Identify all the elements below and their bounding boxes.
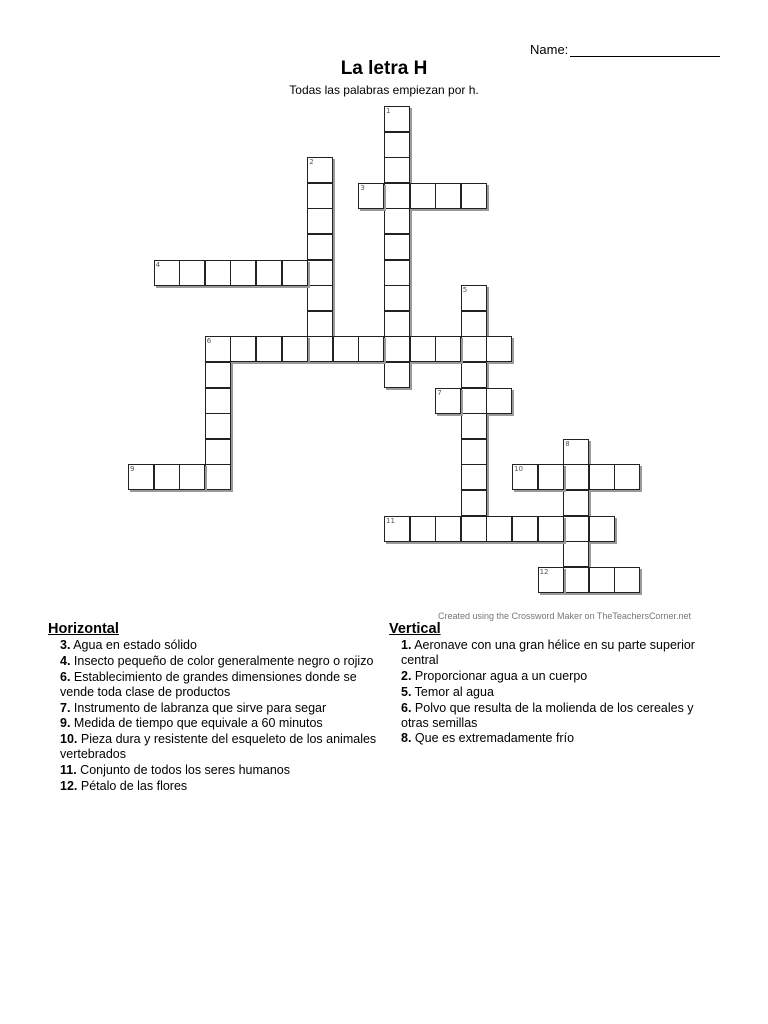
crossword-cell[interactable] <box>563 541 589 567</box>
crossword-cell[interactable] <box>538 567 564 593</box>
vertical-clue <box>389 638 724 668</box>
horizontal-clue <box>48 763 378 778</box>
clue-number: 9. <box>60 716 71 731</box>
crossword-cell[interactable] <box>410 336 436 362</box>
crossword-cell[interactable] <box>384 260 410 286</box>
crossword-cell[interactable] <box>384 132 410 158</box>
crossword-cell[interactable] <box>410 183 436 209</box>
crossword-cell[interactable] <box>614 464 640 490</box>
crossword-cell[interactable] <box>486 388 512 414</box>
crossword-cell[interactable] <box>461 490 487 516</box>
crossword-cell[interactable] <box>205 336 231 362</box>
crossword-cell[interactable] <box>256 336 282 362</box>
name-line[interactable] <box>570 42 720 57</box>
crossword-cell[interactable] <box>461 388 487 414</box>
crossword-cell[interactable] <box>512 464 538 490</box>
crossword-cell[interactable] <box>384 183 410 209</box>
crossword-cell[interactable] <box>358 183 384 209</box>
crossword-cell[interactable] <box>282 260 308 286</box>
clue-text: Pieza dura y resistente del esqueleto de los animales vertebrados <box>60 731 377 762</box>
horizontal-clue <box>48 732 378 762</box>
crossword-cell[interactable] <box>384 157 410 183</box>
cell-number: 3 <box>360 183 365 192</box>
clue-number: 8. <box>401 731 412 746</box>
crossword-cell[interactable] <box>205 413 231 439</box>
vertical-clue <box>389 731 724 746</box>
clue-text: Agua en estado sólido <box>70 638 197 653</box>
crossword-cell[interactable] <box>205 388 231 414</box>
cell-number: 10 <box>514 465 523 474</box>
crossword-cell[interactable] <box>461 183 487 209</box>
crossword-cell[interactable] <box>461 285 487 311</box>
horizontal-clues <box>48 622 378 794</box>
crossword-cell[interactable] <box>205 464 231 490</box>
clue-number: 7. <box>60 700 71 715</box>
crossword-cell[interactable] <box>384 516 410 542</box>
cell-number: 1 <box>386 107 391 115</box>
crossword-cell[interactable] <box>486 516 512 542</box>
cell-number: 8 <box>565 439 570 448</box>
crossword-cell[interactable] <box>461 413 487 439</box>
cell-number: 11 <box>386 516 395 525</box>
crossword-cell[interactable] <box>230 260 256 286</box>
clue-text: Temor al agua <box>411 684 494 699</box>
clue-text: Aeronave con una gran hélice en su parte superior central <box>401 638 695 668</box>
clue-text: Conjunto de todos los seres humanos <box>76 762 291 777</box>
vertical-heading: Vertical <box>389 621 441 637</box>
crossword-cell[interactable] <box>563 567 589 593</box>
vertical-clue-list <box>389 638 724 746</box>
clue-number: 2. <box>401 669 412 684</box>
crossword-cell[interactable] <box>563 490 589 516</box>
crossword-cell[interactable] <box>282 336 308 362</box>
clue-number: 1. <box>401 638 412 653</box>
clue-number: 10. <box>60 731 78 746</box>
crossword-cell[interactable] <box>179 464 205 490</box>
crossword-cell[interactable] <box>307 157 333 183</box>
horizontal-clue <box>48 701 378 716</box>
crossword-cell[interactable] <box>333 336 359 362</box>
horizontal-clue <box>48 670 378 700</box>
crossword-cell[interactable] <box>384 208 410 234</box>
crossword-cell[interactable] <box>435 336 461 362</box>
crossword-cell[interactable] <box>179 260 205 286</box>
crossword-cell[interactable] <box>230 336 256 362</box>
horizontal-heading: Horizontal <box>48 621 119 637</box>
crossword-cell[interactable] <box>384 336 410 362</box>
crossword-cell[interactable] <box>154 464 180 490</box>
crossword-cell[interactable] <box>589 464 615 490</box>
crossword-cell[interactable] <box>435 183 461 209</box>
crossword-cell[interactable] <box>154 260 180 286</box>
crossword-cell[interactable] <box>461 311 487 337</box>
clue-text: Que es extremadamente frío <box>411 731 575 746</box>
cell-number: 5 <box>462 286 468 295</box>
name-field[interactable] <box>530 42 720 57</box>
crossword-cell[interactable] <box>435 516 461 542</box>
clue-text: Insecto pequeño de color generalmente negro o rojizo <box>70 653 374 668</box>
vertical-clues <box>389 622 724 747</box>
clue-number: 6. <box>401 700 412 715</box>
crossword-cell[interactable] <box>563 464 589 490</box>
cell-number: 12 <box>539 567 549 576</box>
name-label: Name: <box>530 42 569 57</box>
crossword-cell[interactable] <box>307 311 333 337</box>
crossword-cell[interactable] <box>307 234 333 260</box>
crossword-cell[interactable] <box>384 311 410 337</box>
clue-text: Medida de tiempo que equivale a 60 minutos <box>70 716 323 731</box>
crossword-cell[interactable] <box>461 439 487 465</box>
crossword-cell[interactable] <box>384 106 410 132</box>
cell-number: 4 <box>155 260 161 269</box>
crossword-cell[interactable] <box>358 336 384 362</box>
horizontal-clue <box>48 779 378 794</box>
page-subtitle: Todas las palabras empiezan por h. <box>289 83 479 97</box>
crossword-cell[interactable] <box>410 516 436 542</box>
credit-text: Created using the Crossword Maker on TheTeachersCorner.net <box>438 611 691 621</box>
vertical-clue <box>389 685 724 700</box>
crossword-cell[interactable] <box>307 260 333 286</box>
crossword-cell[interactable] <box>461 362 487 388</box>
crossword-cell[interactable] <box>563 516 589 542</box>
crossword-cell[interactable] <box>307 183 333 209</box>
page-title: La letra H <box>340 58 428 79</box>
crossword-cell[interactable] <box>538 464 564 490</box>
crossword-cell[interactable] <box>538 516 564 542</box>
clue-number: 6. <box>60 669 71 684</box>
clue-text: Proporcionar agua a un cuerpo <box>411 669 588 684</box>
crossword-cell[interactable] <box>205 362 231 388</box>
clue-text: Pétalo de las flores <box>77 778 188 793</box>
crossword-cell[interactable] <box>461 336 487 362</box>
horizontal-clue <box>48 638 378 653</box>
clue-number: 3. <box>60 638 71 653</box>
cell-number: 9 <box>130 465 135 474</box>
cell-number: 2 <box>309 158 314 167</box>
horizontal-clue-list <box>48 638 378 794</box>
crossword-cell[interactable] <box>384 234 410 260</box>
clue-text: Instrumento de labranza que sirve para segar <box>70 700 327 715</box>
clue-text: Polvo que resulta de la molienda de los cereales y otras semillas <box>401 700 694 730</box>
crossword-cell[interactable] <box>614 567 640 593</box>
crossword-cell[interactable] <box>256 260 282 286</box>
crossword-cell[interactable] <box>589 567 615 593</box>
crossword-cell[interactable] <box>307 208 333 234</box>
crossword-cell[interactable] <box>205 260 231 286</box>
crossword-cell[interactable] <box>307 336 333 362</box>
clue-number: 4. <box>60 653 71 668</box>
vertical-clue <box>389 701 724 731</box>
crossword-cell[interactable] <box>435 388 461 414</box>
crossword-cell[interactable] <box>205 439 231 465</box>
crossword-cell[interactable] <box>461 464 487 490</box>
clue-number: 11. <box>60 762 77 777</box>
crossword-cell[interactable] <box>307 285 333 311</box>
crossword-cell[interactable] <box>563 439 589 465</box>
crossword-cell[interactable] <box>384 285 410 311</box>
crossword-cell[interactable] <box>128 464 154 490</box>
cell-number: 6 <box>206 337 212 346</box>
crossword-cell[interactable] <box>589 516 615 542</box>
crossword-cell[interactable] <box>486 336 512 362</box>
crossword-cell[interactable] <box>384 362 410 388</box>
crossword-cell[interactable] <box>512 516 538 542</box>
cell-number: 7 <box>437 388 442 397</box>
vertical-clue <box>389 669 724 684</box>
horizontal-clue <box>48 654 378 669</box>
clue-number: 12. <box>60 778 78 793</box>
clue-number: 5. <box>401 684 412 699</box>
clue-text: Establecimiento de grandes dimensiones donde se vende toda clase de productos <box>60 669 357 699</box>
crossword-cell[interactable] <box>461 516 487 542</box>
horizontal-clue <box>48 716 378 731</box>
